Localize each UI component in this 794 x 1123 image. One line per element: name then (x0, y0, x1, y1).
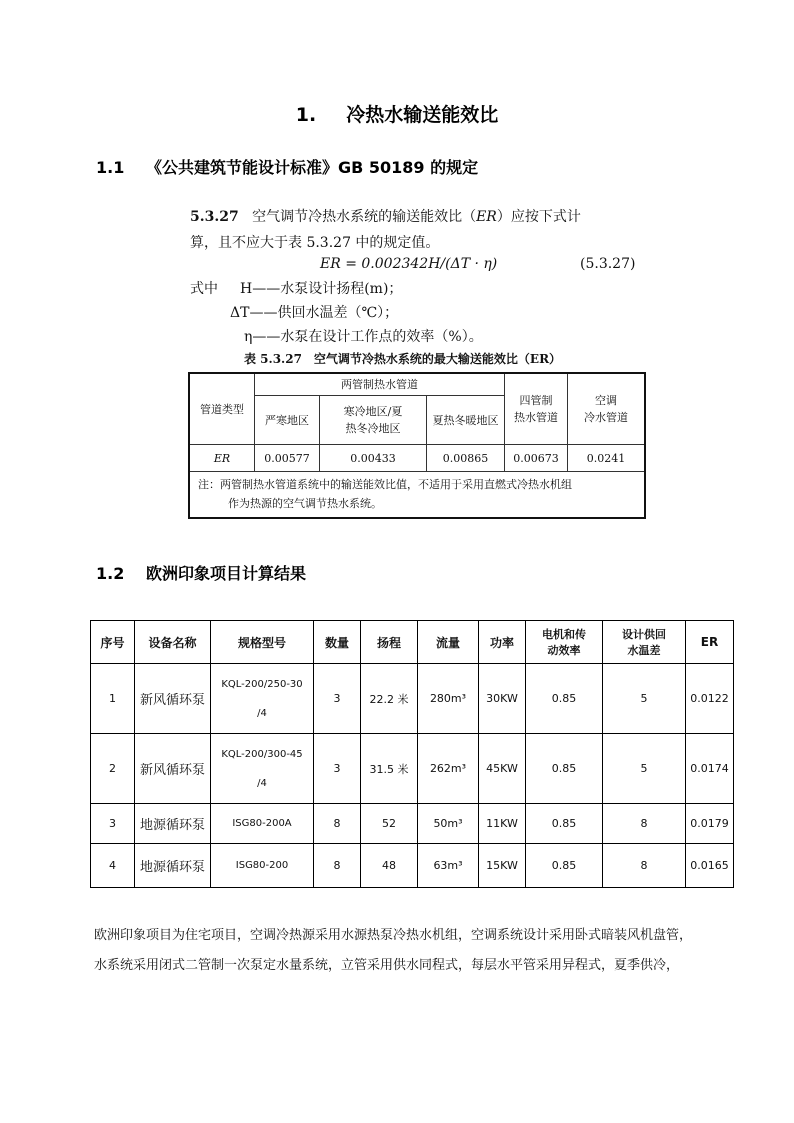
col-model: 规格型号 (211, 621, 314, 664)
header-ac-line1: 空调 (595, 393, 617, 407)
results-header-row (91, 621, 734, 664)
where-label: 式中 (190, 281, 218, 297)
section-title: 《公共建筑节能设计标准》GB 50189 的规定 (146, 158, 479, 177)
cell-model (211, 734, 314, 804)
note-line2: 作为热源的空气调节热水系统。 (228, 496, 382, 510)
definition-h: H——水泵设计扬程(m)； (240, 281, 403, 297)
definition-delta-t: ΔT——供回水温差（℃）； (230, 305, 399, 321)
table-header-row (189, 373, 645, 396)
cell-model-line2: /4 (257, 707, 267, 719)
table-caption: 表 5.3.27 空气调节冷热水系统的最大输送能效比（ER） (244, 352, 562, 366)
header-cold-line2: 热冬冷地区 (345, 422, 401, 436)
cell-flow: 63m³ (418, 844, 479, 888)
header-four-pipe (505, 373, 568, 445)
cell-no: 4 (91, 844, 135, 888)
cell-efficiency: 0.85 (526, 664, 603, 734)
cell-no: 3 (91, 804, 135, 844)
section-heading-1-2 (96, 561, 306, 584)
header-severe-cold: 严寒地区 (255, 396, 320, 445)
results-table (90, 620, 734, 888)
cell-model: ISG80-200A (211, 804, 314, 844)
body-paragraph (94, 921, 744, 981)
section-number: 1.1 (96, 158, 125, 177)
cell-no: 1 (91, 664, 135, 734)
value-four-pipe: 0.00673 (505, 445, 568, 472)
cell-qty: 3 (314, 664, 361, 734)
col-efficiency (526, 621, 603, 664)
col-er: ER (686, 621, 734, 664)
cell-name: 地源循环泵 (135, 804, 211, 844)
col-efficiency-line2: 动效率 (547, 644, 581, 657)
col-name: 设备名称 (135, 621, 211, 664)
cell-name: 新风循环泵 (135, 664, 211, 734)
section-title: 欧洲印象项目计算结果 (146, 564, 307, 583)
header-cold-region (320, 396, 427, 445)
col-head: 扬程 (361, 621, 418, 664)
cell-head: 52 (361, 804, 418, 844)
cell-no: 2 (91, 734, 135, 804)
page-title (0, 100, 794, 127)
cell-er: 0.0122 (686, 664, 734, 734)
section-heading-1-1 (96, 155, 478, 178)
col-delta-t-line1: 设计供回 (622, 628, 666, 641)
cell-head: 31.5 米 (361, 734, 418, 804)
cell-model-line1: KQL-200/250-30 (221, 678, 303, 690)
cell-power: 30KW (479, 664, 526, 734)
cell-delta-t: 8 (603, 804, 686, 844)
table-row (91, 734, 734, 804)
cell-model (211, 664, 314, 734)
col-efficiency-line1: 电机和传 (542, 628, 586, 641)
value-hot-summer: 0.00865 (427, 445, 505, 472)
table-row (91, 664, 734, 734)
col-delta-t (603, 621, 686, 664)
value-ac-cold: 0.0241 (568, 445, 646, 472)
row-label-er: ER (189, 445, 255, 472)
cell-efficiency: 0.85 (526, 734, 603, 804)
definition-eta: η——水泵在设计工作点的效率（%）。 (244, 329, 483, 345)
header-hot-summer: 夏热冬暖地区 (427, 396, 505, 445)
formula: ER = 0.002342H/(ΔT · η) (320, 256, 498, 272)
cell-model-line2: /4 (257, 777, 267, 789)
header-ac-cold (568, 373, 646, 445)
header-four-pipe-line2: 热水管道 (514, 411, 558, 425)
cell-delta-t: 5 (603, 664, 686, 734)
standard-er-table (188, 372, 646, 519)
cell-delta-t: 8 (603, 844, 686, 888)
cell-er: 0.0165 (686, 844, 734, 888)
heading-title: 冷热水输送能效比 (346, 104, 499, 126)
col-no: 序号 (91, 621, 135, 664)
cell-name: 地源循环泵 (135, 844, 211, 888)
cell-efficiency: 0.85 (526, 844, 603, 888)
cell-head: 48 (361, 844, 418, 888)
cell-efficiency: 0.85 (526, 804, 603, 844)
cell-flow: 280m³ (418, 664, 479, 734)
heading-number: 1. (295, 104, 317, 126)
cell-name: 新风循环泵 (135, 734, 211, 804)
header-four-pipe-line1: 四管制 (519, 393, 553, 407)
value-severe-cold: 0.00577 (255, 445, 320, 472)
cell-power: 45KW (479, 734, 526, 804)
section-number: 1.2 (96, 564, 125, 583)
cell-power: 11KW (479, 804, 526, 844)
cell-qty: 8 (314, 844, 361, 888)
cell-er: 0.0179 (686, 804, 734, 844)
value-cold-region: 0.00433 (320, 445, 427, 472)
col-qty: 数量 (314, 621, 361, 664)
cell-model: ISG80-200 (211, 844, 314, 888)
formula-number: (5.3.27) (580, 256, 636, 272)
header-cold-line1: 寒冷地区/夏 (343, 405, 403, 418)
col-delta-t-line2: 水温差 (627, 644, 661, 657)
cell-qty: 8 (314, 804, 361, 844)
clause-text-b: ）应按下式计 (496, 209, 581, 225)
header-two-pipe-group: 两管制热水管道 (255, 373, 505, 396)
clause-text-a: 空气调节冷热水系统的输送能效比（ (252, 209, 477, 225)
col-flow: 流量 (418, 621, 479, 664)
cell-flow: 262m³ (418, 734, 479, 804)
cell-model-line1: KQL-200/300-45 (221, 748, 303, 760)
er-symbol: ER (476, 209, 497, 225)
cell-flow: 50m³ (418, 804, 479, 844)
cell-power: 15KW (479, 844, 526, 888)
paragraph-line-2: 水系统采用闭式二管制一次泵定水量系统，立管采用供水同程式，每层水平管采用异程式，夏季供冷， (94, 958, 680, 973)
table-note (189, 472, 645, 519)
cell-qty: 3 (314, 734, 361, 804)
header-pipe-type: 管道类型 (189, 373, 255, 445)
clause-number: 5.3.27 (190, 209, 239, 225)
table-row (91, 804, 734, 844)
table-value-row (189, 445, 645, 472)
paragraph-line-1: 欧洲印象项目为住宅项目，空调冷热源采用水源热泵冷热水机组，空调系统设计采用卧式暗装风机盘管， (94, 928, 693, 943)
table-note-row (189, 472, 645, 519)
clause-line-2: 算，且不应大于表 5.3.27 中的规定值。 (190, 235, 440, 251)
cell-er: 0.0174 (686, 734, 734, 804)
cell-delta-t: 5 (603, 734, 686, 804)
note-line1: 注：两管制热水管道系统中的输送能效比值，不适用于采用直燃式冷热水机组 (198, 478, 572, 492)
col-power: 功率 (479, 621, 526, 664)
table-row (91, 844, 734, 888)
cell-head: 22.2 米 (361, 664, 418, 734)
header-ac-line2: 冷水管道 (584, 411, 628, 425)
clause-line-1 (190, 206, 581, 226)
